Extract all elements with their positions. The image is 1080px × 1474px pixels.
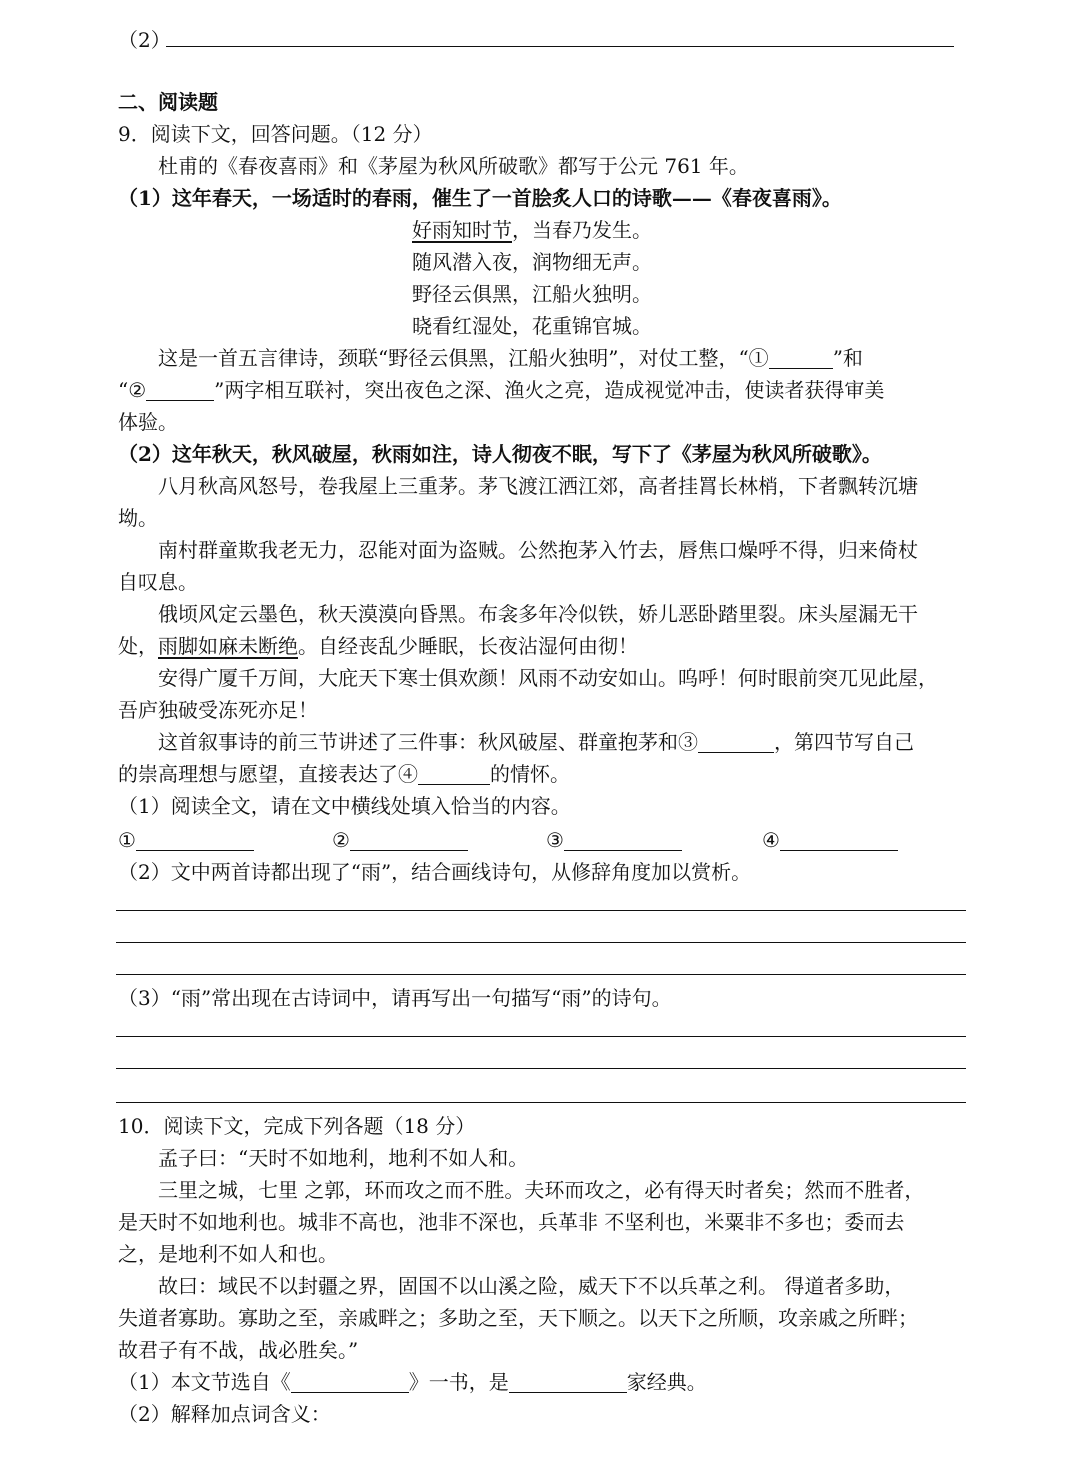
underlined-verse-2: 雨脚如麻未断绝 bbox=[158, 634, 298, 658]
poem2-p2-line1: 南村群童欺我老无力，忍能对面为盗贼。公然抱茅入竹去，唇焦口燥呼不得，归来倚杖 bbox=[158, 538, 918, 562]
q10-sub1-text-a: （1）本文节选自《 bbox=[118, 1370, 291, 1394]
analysis1-text-d: ”两字相互联衬，突出夜色之深、渔火之亮，造成视觉冲击，使读者获得审美 bbox=[214, 378, 885, 402]
answer-line[interactable] bbox=[116, 942, 966, 943]
poem2-p3-post: 。自经丧乱少睡眠，长夜沾湿何由彻！ bbox=[298, 634, 638, 658]
answer-blank-2[interactable] bbox=[350, 830, 468, 851]
q9-intro: 杜甫的《春夜喜雨》和《茅屋为秋风所破歌》都写于公元 761 年。 bbox=[158, 154, 749, 178]
poem2-p3-line2 bbox=[118, 632, 638, 660]
q10-text-line7: 故君子有不战，战必胜矣。” bbox=[118, 1338, 359, 1362]
answer-marker-1: ① bbox=[118, 828, 136, 852]
analysis1-text-a: 这是一首五言律诗，颈联“野径云俱黑，江船火独明”，对仗工整，“① bbox=[158, 346, 769, 370]
analysis1-text-c: “② bbox=[118, 378, 147, 402]
analysis2-line2 bbox=[118, 760, 570, 788]
answer-blank-1[interactable] bbox=[136, 830, 254, 851]
analysis1-line3: 体验。 bbox=[118, 410, 178, 434]
q10-blank-book[interactable] bbox=[291, 1372, 409, 1393]
answer-slot-3 bbox=[546, 826, 682, 854]
q10-sub1-text-c: 家经典。 bbox=[626, 1370, 707, 1394]
poem1-line1 bbox=[412, 216, 652, 244]
q9-sub1: （1）阅读全文，请在文中横线处填入恰当的内容。 bbox=[118, 794, 571, 818]
analysis2-text-c: 的崇高理想与愿望，直接表达了④ bbox=[118, 762, 418, 786]
analysis2-text-a: 这首叙事诗的前三节讲述了三件事：秋风破屋、群童抱茅和③ bbox=[158, 730, 698, 754]
answer-blank-3[interactable] bbox=[564, 830, 682, 851]
q10-text-line3: 是天时不如地利也。城非不高也，池非不深也，兵革非 不坚利也，米粟非不多也；委而去 bbox=[118, 1210, 905, 1234]
q10-title: 10．阅读下文，完成下列各题（18 分） bbox=[118, 1114, 476, 1138]
poem2-p1-line2: 坳。 bbox=[118, 506, 158, 530]
q9-title: 9．阅读下文，回答问题。（12 分） bbox=[118, 122, 433, 146]
poem1-line4: 晓看红湿处，花重锦官城。 bbox=[412, 314, 652, 338]
q9-sub2: （2）文中两首诗都出现了“雨”，结合画线诗句，从修辞角度加以赏析。 bbox=[118, 860, 752, 884]
q9-sub3: （3）“雨”常出现在古诗词中，请再写出一句描写“雨”的诗句。 bbox=[118, 986, 672, 1010]
analysis2-text-d: 的情怀。 bbox=[490, 762, 570, 786]
blank-4[interactable] bbox=[418, 764, 490, 785]
poem1-line2: 随风潜入夜，润物细无声。 bbox=[412, 250, 652, 274]
poem2-p4-line1: 安得广厦千万间，大庇天下寒士俱欢颜！风雨不动安如山。呜呼！何时眼前突兀见此屋， bbox=[158, 666, 938, 690]
q10-sub1 bbox=[118, 1368, 707, 1396]
analysis2-text-b: ，第四节写自己 bbox=[774, 730, 914, 754]
blank-3[interactable] bbox=[698, 732, 774, 753]
answer-blank-4[interactable] bbox=[780, 830, 898, 851]
answer-line[interactable] bbox=[116, 974, 966, 975]
poem2-p2-line2: 自叹息。 bbox=[118, 570, 198, 594]
item-2-label: （2） bbox=[118, 28, 171, 52]
blank-1[interactable] bbox=[769, 348, 833, 369]
answer-line[interactable] bbox=[166, 46, 954, 47]
answer-slot-2 bbox=[332, 826, 468, 854]
q10-text-line5: 故曰：域民不以封疆之界，固国不以山溪之险，威天下不以兵革之利。 得道者多助， bbox=[158, 1274, 905, 1298]
q10-text-line6: 失道者寡助。寡助之至，亲戚畔之；多助之至，天下顺之。以天下之所顺，攻亲戚之所畔； bbox=[118, 1306, 918, 1330]
section-heading: 二、阅读题 bbox=[118, 90, 218, 114]
q10-text-line2: 三里之城，七里 之郭，环而攻之而不胜。夫环而攻之，必有得天时者矣；然而不胜者， bbox=[158, 1178, 925, 1202]
analysis1-text-b: ”和 bbox=[832, 346, 863, 370]
answer-marker-3: ③ bbox=[546, 828, 564, 852]
q10-text-line1: 孟子曰：“天时不如地利，地利不如人和。 bbox=[158, 1146, 529, 1170]
answer-line[interactable] bbox=[116, 1102, 966, 1103]
poem2-p1-line1: 八月秋高风怒号，卷我屋上三重茅。茅飞渡江洒江郊，高者挂罥长林梢，下者飘转沉塘 bbox=[158, 474, 918, 498]
answer-slot-4 bbox=[762, 826, 898, 854]
q10-sub1-text-b: 》一书，是 bbox=[408, 1370, 509, 1394]
poem2-p4-line2: 吾庐独破受冻死亦足！ bbox=[118, 698, 318, 722]
q10-sub2: （2）解释加点词含义： bbox=[118, 1402, 331, 1426]
answer-line[interactable] bbox=[116, 1036, 966, 1037]
poem1-line3: 野径云俱黑，江船火独明。 bbox=[412, 282, 652, 306]
q10-blank-school[interactable] bbox=[509, 1372, 627, 1393]
q10-text-line4: 之，是地利不如人和也。 bbox=[118, 1242, 338, 1266]
answer-line[interactable] bbox=[116, 1068, 966, 1069]
analysis1-line2 bbox=[118, 376, 884, 404]
poem2-p3-pre: 处， bbox=[118, 634, 158, 658]
analysis1-line1 bbox=[158, 344, 863, 372]
poem2-p3-line1: 俄顷风定云墨色，秋天漠漠向昏黑。布衾多年冷似铁，娇儿恶卧踏里裂。床头屋漏无干 bbox=[158, 602, 918, 626]
answer-marker-4: ④ bbox=[762, 828, 780, 852]
answer-line[interactable] bbox=[116, 910, 966, 911]
q9-part2-heading: （2）这年秋天，秋风破屋，秋雨如注，诗人彻夜不眠，写下了《茅屋为秋风所破歌》。 bbox=[118, 442, 882, 466]
analysis2-line1 bbox=[158, 728, 914, 756]
answer-slot-1 bbox=[118, 826, 254, 854]
underlined-verse: 好雨知时节 bbox=[412, 218, 512, 242]
poem1-line1-rest: ，当春乃发生。 bbox=[512, 218, 652, 242]
q9-part1-heading: （1）这年春天，一场适时的春雨，催生了一首脍炙人口的诗歌——《春夜喜雨》。 bbox=[118, 186, 842, 210]
blank-2[interactable] bbox=[146, 380, 214, 401]
answer-marker-2: ② bbox=[332, 828, 350, 852]
